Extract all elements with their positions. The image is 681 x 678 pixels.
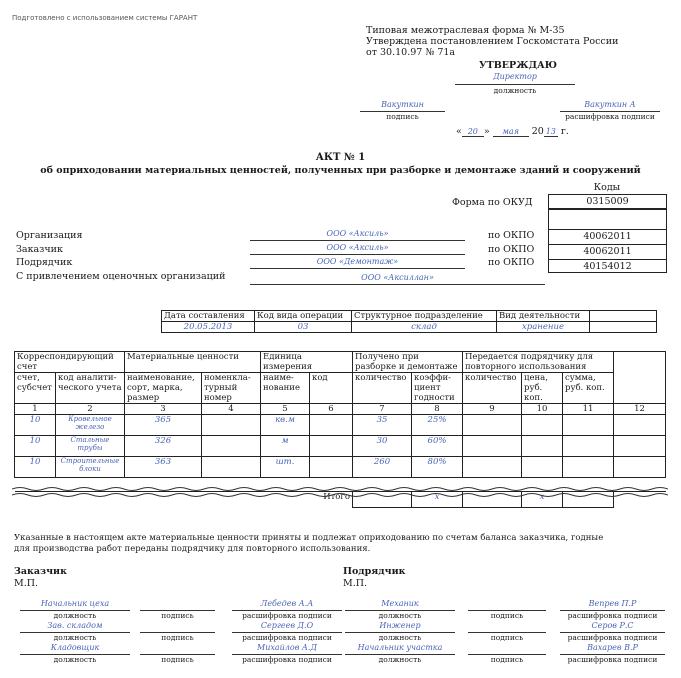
okpo-box: [548, 208, 667, 273]
caption-signature: подпись: [490, 633, 524, 642]
customer-title: Заказчик: [14, 566, 67, 577]
sub-header: цена, руб. коп.: [522, 373, 563, 404]
party-line: [250, 254, 465, 255]
codes-header: Коды: [593, 182, 621, 193]
sub-header: код: [310, 373, 353, 404]
statement-text: Указанные в настоящем акте материальные ценности приняты и подлежат оприходованию по счетам баланса заказчика, годные для производства работ переданы подрядчику для повторного использования.: [14, 533, 604, 554]
party-value-contractor: ООО «Демонтаж»: [316, 257, 399, 266]
col-number: 6: [310, 404, 353, 415]
row-analytic: Строительные блоки: [56, 457, 125, 478]
form-header-line: Типовая межотраслевая форма № М-35: [366, 25, 565, 36]
row-unit: шт.: [261, 457, 310, 478]
approve-signature-caption: подпись: [386, 112, 419, 121]
header-unit: Единица измерения: [261, 352, 353, 373]
sub-header: наименование, сорт, марка, размер: [125, 373, 202, 404]
customer-name-value: Лебедев А.А: [260, 599, 314, 608]
sub-header: код аналити-ческого учета: [56, 373, 125, 404]
date-quote-open: «: [456, 126, 462, 137]
col-number: 3: [125, 404, 202, 415]
date-quote-close: »: [483, 126, 490, 137]
customer-position-value: Зав. складом: [47, 621, 103, 630]
row-unit: кв.м: [261, 415, 310, 436]
row-cell: [563, 457, 614, 478]
date-day: 20: [462, 127, 484, 137]
act-subtitle: об оприходовании материальных ценностей, полученных при разборке и демонтаже зданий и сооружений: [40, 165, 641, 176]
okpo-value-1: 40062011: [549, 229, 666, 244]
party-line: [250, 268, 465, 269]
okpo-value-3: 40154012: [549, 259, 666, 274]
party-line: [250, 284, 545, 285]
row-cell: [522, 436, 563, 457]
row-cell: [614, 457, 666, 478]
form-header: [366, 25, 618, 58]
form-header-line: Утверждена постановлением Госкомстата России: [366, 36, 619, 47]
caption-position: должность: [53, 633, 97, 642]
total-mark: х: [412, 492, 463, 508]
act-title: АКТ № 1: [315, 152, 366, 163]
row-cell: [310, 415, 353, 436]
row-cell: [614, 415, 666, 436]
row-cell: [463, 415, 522, 436]
form-header-line: от 30.10.97 № 71а: [366, 47, 456, 58]
caption-name: расшифровка подписи: [567, 611, 658, 620]
caption-position: должность: [53, 611, 97, 620]
date-year-prefix: 20: [531, 126, 544, 137]
caption-name: расшифровка подписи: [567, 633, 658, 642]
row-unit: м: [261, 436, 310, 457]
col-number: 4: [202, 404, 261, 415]
customer-position-value: Начальник цеха: [40, 599, 110, 608]
approve-position-caption: должность: [493, 86, 537, 95]
caption-name: расшифровка подписи: [242, 633, 332, 642]
date-month: мая: [493, 127, 529, 137]
party-value-appraiser: ООО «Аксиллан»: [361, 273, 434, 282]
row-cell: [463, 436, 522, 457]
row-name: 363: [125, 457, 202, 478]
doc-info-empty: [590, 322, 657, 333]
row-cell: [614, 436, 666, 457]
row-cell: [522, 457, 563, 478]
row-cell: [522, 415, 563, 436]
row-cell: [563, 436, 614, 457]
row-analytic: Стальные трубы: [56, 436, 125, 457]
sub-header: номенкла-турный номер: [202, 373, 261, 404]
doc-info-empty: [590, 311, 657, 322]
party-value-customer: ООО «Аксиль»: [326, 243, 389, 252]
header-material-values: Материальные ценности: [125, 352, 261, 373]
table-break-wave: [12, 486, 668, 498]
sub-header: счет, субсчет: [15, 373, 56, 404]
contractor-position-value: Инженер: [379, 621, 421, 630]
row-cell: [563, 415, 614, 436]
doc-info-header: Вид деятельности: [497, 311, 590, 322]
caption-signature: подпись: [490, 611, 524, 620]
okud-label: Форма по ОКУД: [452, 197, 533, 208]
row-qty: 30: [353, 436, 412, 457]
contractor-position-value: Начальник участка: [357, 643, 443, 652]
col-number: 9: [463, 404, 522, 415]
caption-signature: подпись: [161, 655, 194, 664]
party-line: [250, 240, 465, 241]
sub-header: количество: [353, 373, 412, 404]
signature-block: [0, 599, 681, 673]
col-number: 1: [15, 404, 56, 415]
caption-position: должность: [53, 655, 97, 664]
caption-signature: подпись: [161, 633, 194, 642]
party-label-customer: Заказчик: [16, 243, 63, 255]
doc-info-activity: хранение: [497, 322, 590, 333]
garant-note: Подготовлено с использованием системы ГАРАНТ: [12, 14, 198, 22]
okpo-label: по ОКПО: [488, 257, 535, 268]
approve-position-line: [455, 84, 575, 85]
total-label: Итого: [323, 492, 350, 502]
row-cell: [202, 415, 261, 436]
caption-position: должность: [378, 633, 422, 642]
customer-position-value: Кладовщик: [50, 643, 100, 652]
party-value-organization: ООО «Аксиль»: [326, 229, 389, 238]
col-number: 10: [522, 404, 563, 415]
okpo-label: по ОКПО: [488, 243, 535, 255]
doc-info-header: Код вида операции: [255, 311, 352, 322]
row-account: 10: [15, 457, 56, 478]
okud-value: 0315009: [586, 196, 629, 207]
table-row: [15, 457, 666, 478]
sub-header: сумма, руб. коп.: [563, 373, 614, 404]
caption-name: расшифровка подписи: [242, 611, 332, 620]
col-number: 12: [614, 404, 666, 415]
header-transferred: Передается подрядчику для повторного использования: [463, 352, 614, 373]
main-table: [14, 351, 666, 508]
row-cell: [202, 457, 261, 478]
table-row: [15, 415, 666, 436]
row-coef: 60%: [412, 436, 463, 457]
party-labels: [16, 229, 225, 283]
party-label-appraiser: С привлечением оценочных организаций: [16, 270, 226, 282]
party-label-contractor: Подрядчик: [16, 257, 73, 268]
col-number: 7: [353, 404, 412, 415]
doc-info-operation-code: 03: [255, 322, 352, 333]
caption-signature: подпись: [490, 655, 524, 664]
row-qty: 35: [353, 415, 412, 436]
doc-info-table: [161, 310, 657, 333]
caption-name: расшифровка подписи: [242, 655, 332, 664]
row-coef: 80%: [412, 457, 463, 478]
customer-name-value: Сергеев Д.О: [260, 621, 314, 630]
contractor-mp: М.П.: [343, 578, 368, 589]
doc-info-header: Структурное подразделение: [352, 311, 497, 322]
contractor-name-value: Серов Р.С: [591, 621, 634, 630]
party-label-organization: Организация: [16, 230, 83, 241]
row-cell: [310, 457, 353, 478]
approve-title: УТВЕРЖДАЮ: [478, 60, 558, 71]
caption-position: должность: [378, 611, 422, 620]
okpo-labels: [488, 229, 534, 270]
date-year: 13: [545, 127, 556, 136]
header-empty: [614, 352, 666, 404]
approve-date: [456, 126, 569, 137]
row-name: 326: [125, 436, 202, 457]
approve-name-value: Вакуткин А: [584, 100, 636, 109]
caption-signature: подпись: [161, 611, 194, 620]
date-year-suffix: г.: [560, 126, 569, 137]
column-number-row: [15, 404, 666, 415]
row-name: 365: [125, 415, 202, 436]
row-account: 10: [15, 415, 56, 436]
header-correspondent-account: Корреспондирующий счет: [15, 352, 125, 373]
table-row: [15, 436, 666, 457]
row-qty: 260: [353, 457, 412, 478]
customer-name-value: Михайлов А.Д: [257, 643, 317, 652]
doc-info-date: 20.05.2013: [162, 322, 255, 333]
contractor-position-value: Механик: [381, 599, 419, 608]
col-number: 2: [56, 404, 125, 415]
row-cell: [463, 457, 522, 478]
row-cell: [202, 436, 261, 457]
approve-signature-value: Вакуткин: [381, 100, 424, 109]
caption-name: расшифровка подписи: [567, 655, 658, 664]
sub-header: количество: [463, 373, 522, 404]
doc-info-header: Дата составления: [162, 311, 255, 322]
doc-info-department: склад: [352, 322, 497, 333]
caption-position: должность: [378, 655, 422, 664]
okpo-value-2: 40062011: [549, 244, 666, 259]
row-account: 10: [15, 436, 56, 457]
row-coef: 25%: [412, 415, 463, 436]
approve-name-caption: расшифровка подписи: [565, 112, 655, 121]
col-number: 11: [563, 404, 614, 415]
header-received: Получено при разборке и демонтаже: [353, 352, 463, 373]
customer-mp: М.П.: [14, 578, 39, 589]
contractor-name-value: Вахарев В.Р: [587, 643, 638, 652]
contractor-name-value: Вепрев П.Р: [588, 599, 637, 608]
row-cell: [310, 436, 353, 457]
contractor-title: Подрядчик: [343, 566, 406, 577]
total-mark: х: [522, 492, 563, 508]
row-analytic: Кровельное железо: [56, 415, 125, 436]
sub-header: коэффи-циент годности: [412, 373, 463, 404]
okpo-label: по ОКПО: [488, 230, 535, 241]
sub-header: наиме-нование: [261, 373, 310, 404]
approve-position-value: Директор: [493, 72, 537, 81]
col-number: 5: [261, 404, 310, 415]
col-number: 8: [412, 404, 463, 415]
